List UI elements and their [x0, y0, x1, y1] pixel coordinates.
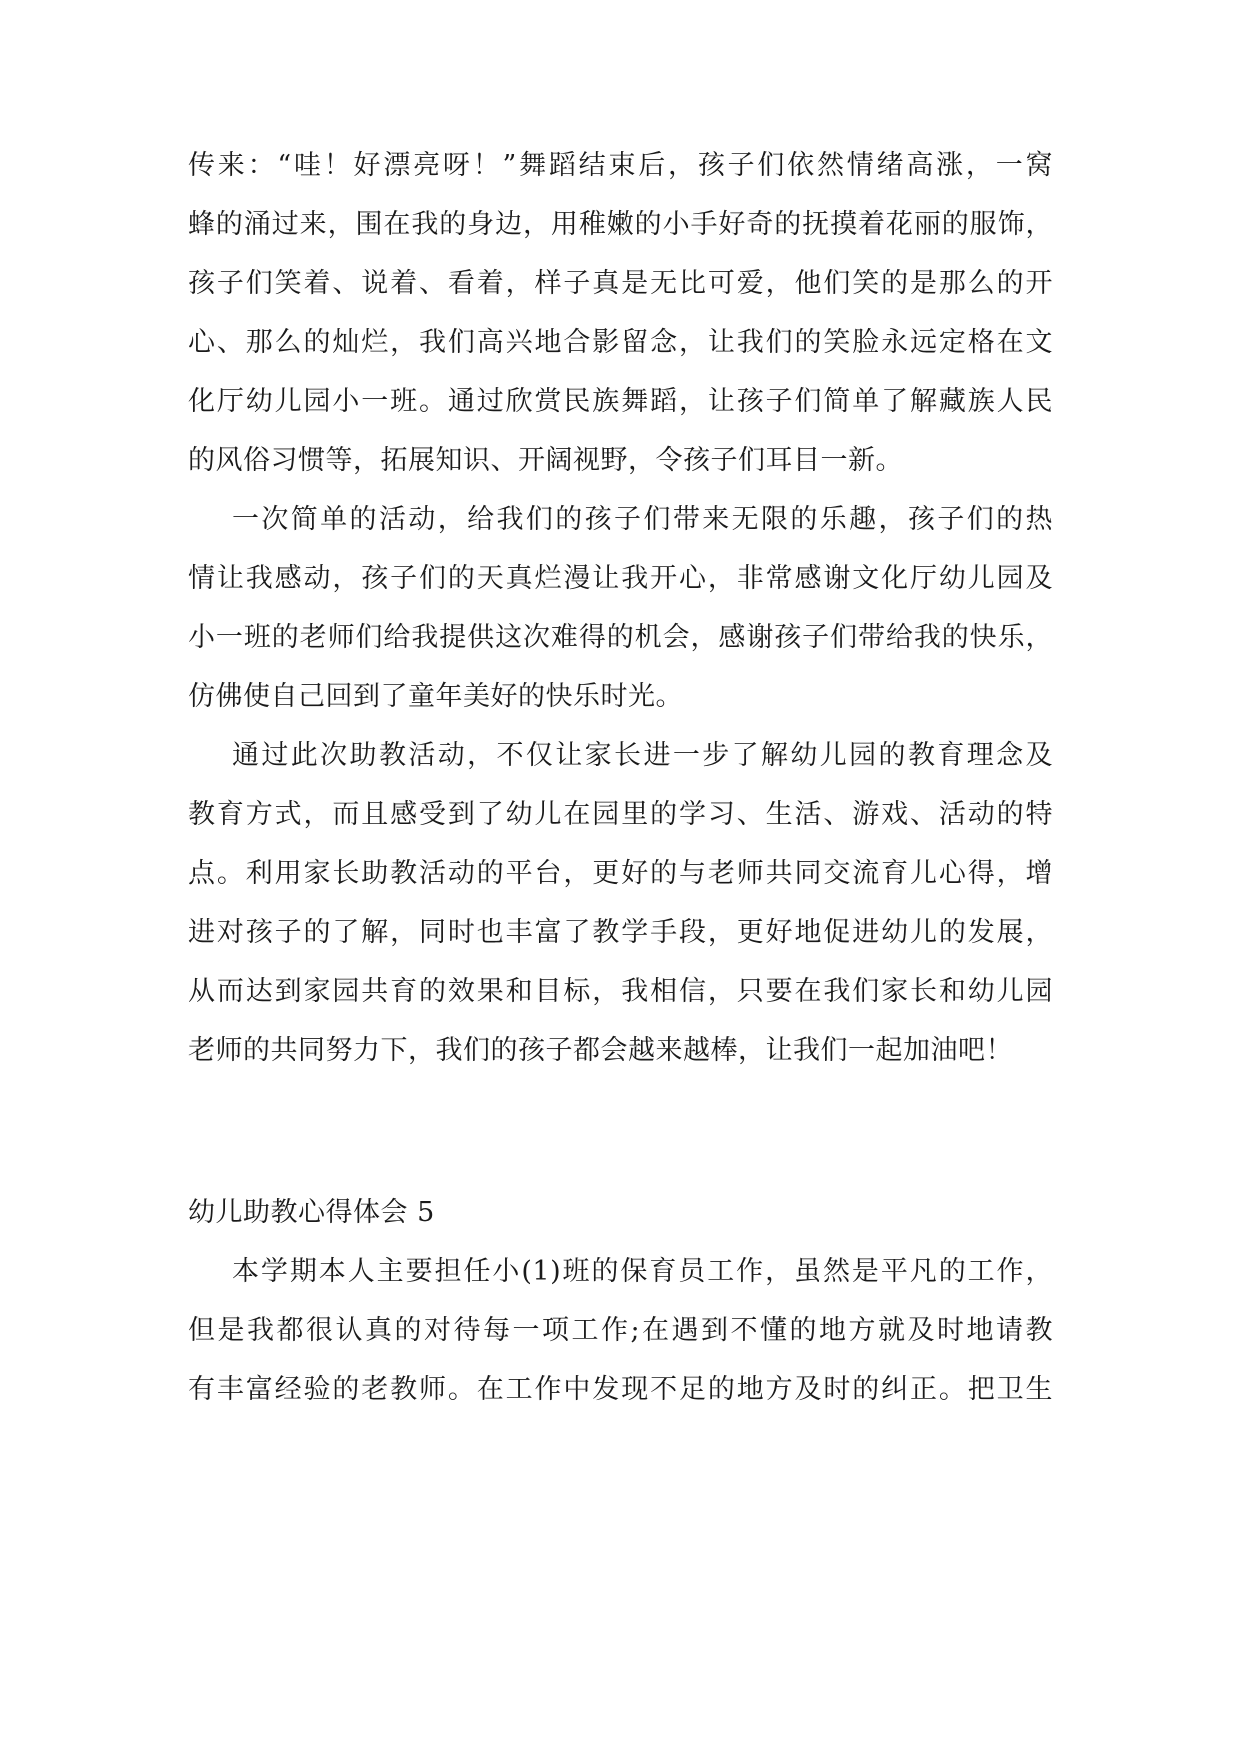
- paragraph-line: 蜂的涌过来，围在我的身边，用稚嫩的小手好奇的抚摸着花丽的服饰，: [188, 209, 1053, 240]
- paragraph-line: 小一班的老师们给我提供这次难得的机会，感谢孩子们带给我的快乐，: [188, 622, 1053, 653]
- paragraph-line: 本学期本人主要担任小(1)班的保育员工作，虽然是平凡的工作，: [232, 1256, 1053, 1287]
- paragraph-line: 情让我感动，孩子们的天真烂漫让我开心，非常感谢文化厅幼儿园及: [188, 563, 1053, 594]
- paragraph-line: 点。利用家长助教活动的平台，更好的与老师共同交流育儿心得，增: [188, 858, 1053, 889]
- paragraph-line: 仿佛使自己回到了童年美好的快乐时光。: [188, 681, 683, 712]
- paragraph-line: 有丰富经验的老教师。在工作中发现不足的地方及时的纠正。把卫生: [188, 1374, 1053, 1405]
- paragraph-line: 通过此次助教活动，不仅让家长进一步了解幼儿园的教育理念及: [232, 740, 1053, 771]
- paragraph-line: 化厅幼儿园小一班。通过欣赏民族舞蹈，让孩子们简单了解藏族人民: [188, 386, 1053, 417]
- paragraph-line: 传来：“哇！好漂亮呀！”舞蹈结束后，孩子们依然情绪高涨，一窝: [188, 150, 1053, 181]
- paragraph-line: 的风俗习惯等，拓展知识、开阔视野，令孩子们耳目一新。: [188, 445, 903, 476]
- paragraph-line: 进对孩子的了解，同时也丰富了教学手段，更好地促进幼儿的发展，: [188, 917, 1053, 948]
- paragraph-line: 但是我都很认真的对待每一项工作;在遇到不懂的地方就及时地请教: [188, 1315, 1053, 1346]
- paragraph-line: 从而达到家园共育的效果和目标，我相信，只要在我们家长和幼儿园: [188, 976, 1053, 1007]
- section-heading: 幼儿助教心得体会 5: [188, 1197, 435, 1228]
- paragraph-line: 心、那么的灿烂，我们高兴地合影留念，让我们的笑脸永远定格在文: [188, 327, 1053, 358]
- paragraph-line: 老师的共同努力下，我们的孩子都会越来越棒，让我们一起加油吧！: [188, 1035, 1013, 1066]
- paragraph-line: 教育方式，而且感受到了幼儿在园里的学习、生活、游戏、活动的特: [188, 799, 1053, 830]
- paragraph-line: 孩子们笑着、说着、看着，样子真是无比可爱，他们笑的是那么的开: [188, 268, 1053, 299]
- paragraph-line: 一次简单的活动，给我们的孩子们带来无限的乐趣，孩子们的热: [232, 504, 1053, 535]
